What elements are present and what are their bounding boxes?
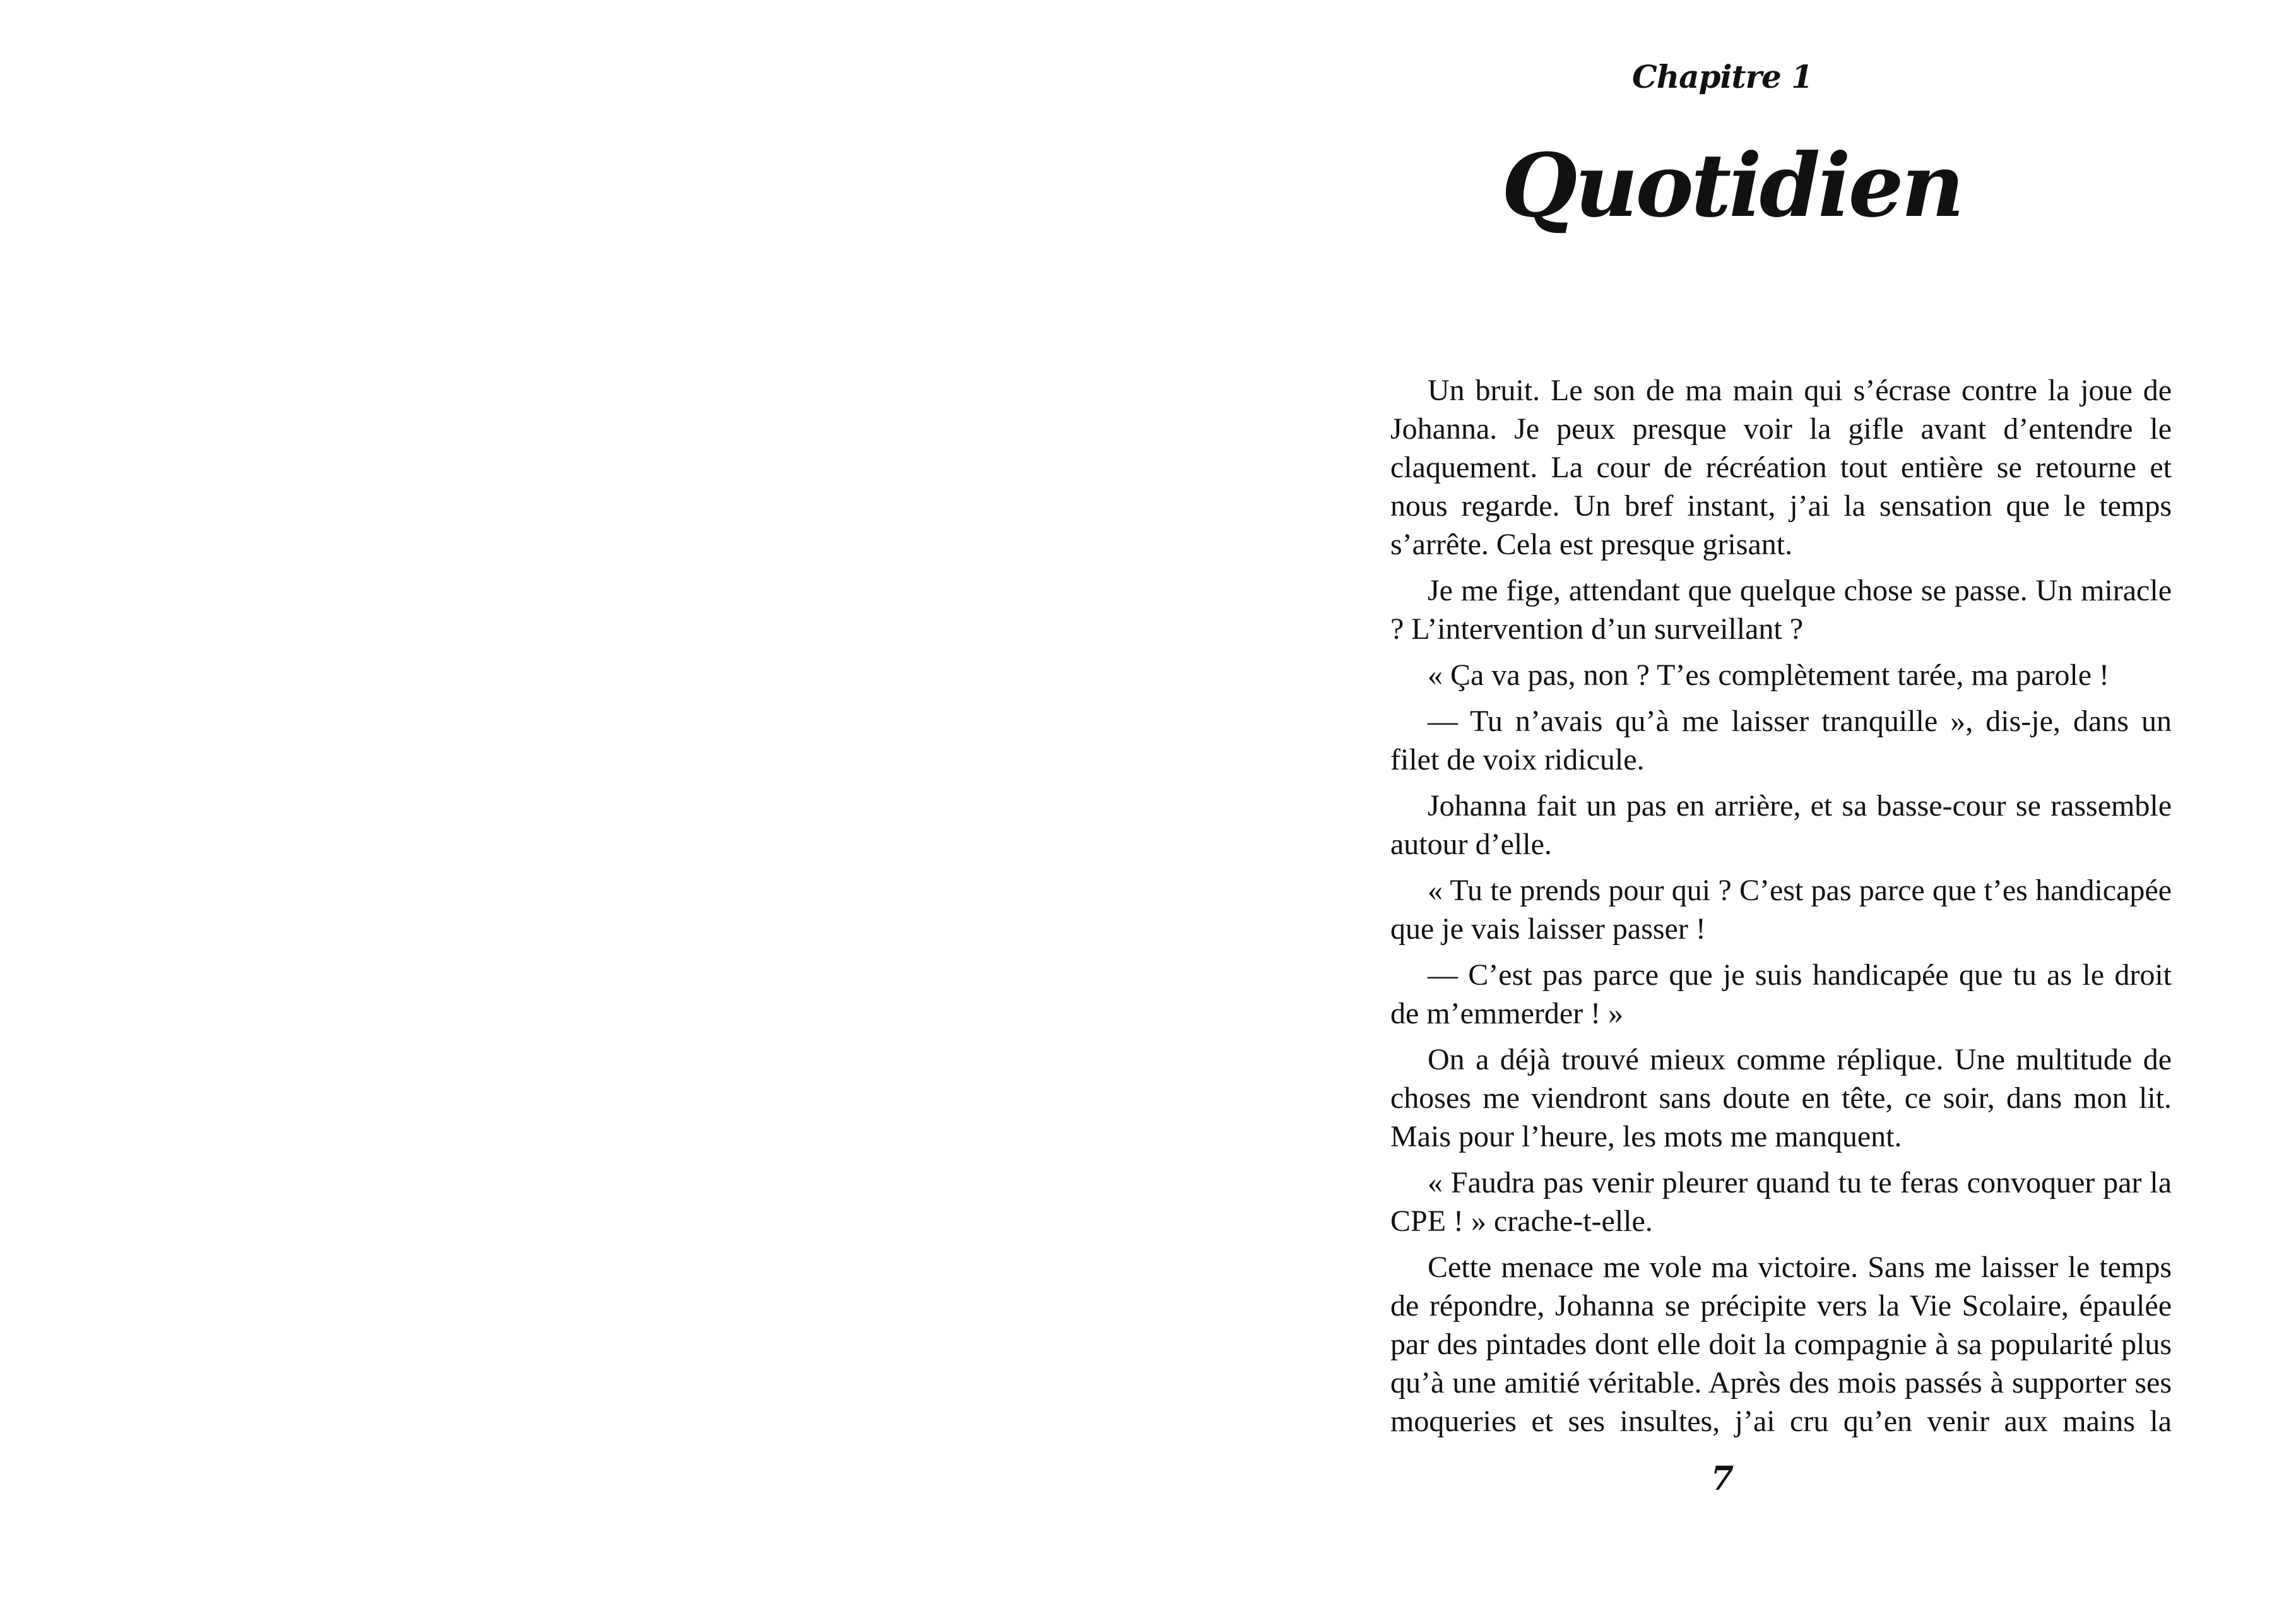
chapter-label: Chapitre 1 (1632, 58, 1813, 95)
right-page (1148, 0, 2296, 1611)
paragraph: — Tu n’avais qu’à me laisser tranquille », dis-je, dans un filet de voix ridicule. (1390, 704, 2172, 776)
paragraph: Un bruit. Le son de ma main qui s’écrase contre la joue de Johanna. Je peux presque voir la gifle avant d’entendre le claquement. La cour de récréation tout entière se retourne et nous regarde. Un bref instant, j’ai la sensation que le temps s’arrête. Cela est presque grisant. (1390, 374, 2172, 561)
chapter-body (1390, 371, 2172, 1448)
paragraph: Cette menace me vole ma victoire. Sans me laisser le temps de répondre, Johanna se précipite vers la Vie Scolaire, épaulée par des pintades dont elle doit la compagnie à sa popularité plus qu’à une amitié véritable. Après des mois passés à supporter ses moqueries et ses insultes, j’ai cru qu’en venir aux mains la (1390, 1251, 2172, 1438)
paragraph: — C’est pas parce que je suis handicapée que tu as le droit de m’emmerder ! » (1390, 958, 2172, 1030)
paragraph: « Tu te prends pour qui ? C’est pas parce que t’es handicapée que je vais laisser passer ! (1390, 874, 2172, 946)
paragraph: On a déjà trouvé mieux comme réplique. Une multitude de choses me viendront sans doute en tête, ce soir, dans mon lit. Mais pour l’heure, les mots me manquent. (1390, 1043, 2172, 1153)
paragraph: Johanna fait un pas en arrière, et sa basse-cour se rassemble autour d’elle. (1390, 789, 2172, 861)
page-number: 7 (1710, 1459, 1734, 1498)
paragraph: « Faudra pas venir pleurer quand tu te feras convoquer par la CPE ! » crache-t-elle. (1390, 1166, 2172, 1238)
paragraph: « Ça va pas, non ? T’es complètement tarée, ma parole ! (1428, 658, 2110, 692)
chapter-title: Quotidien (1501, 134, 1962, 237)
paragraph: Je me fige, attendant que quelque chose se passe. Un miracle ? L’intervention d’un surveillant ? (1390, 574, 2172, 646)
